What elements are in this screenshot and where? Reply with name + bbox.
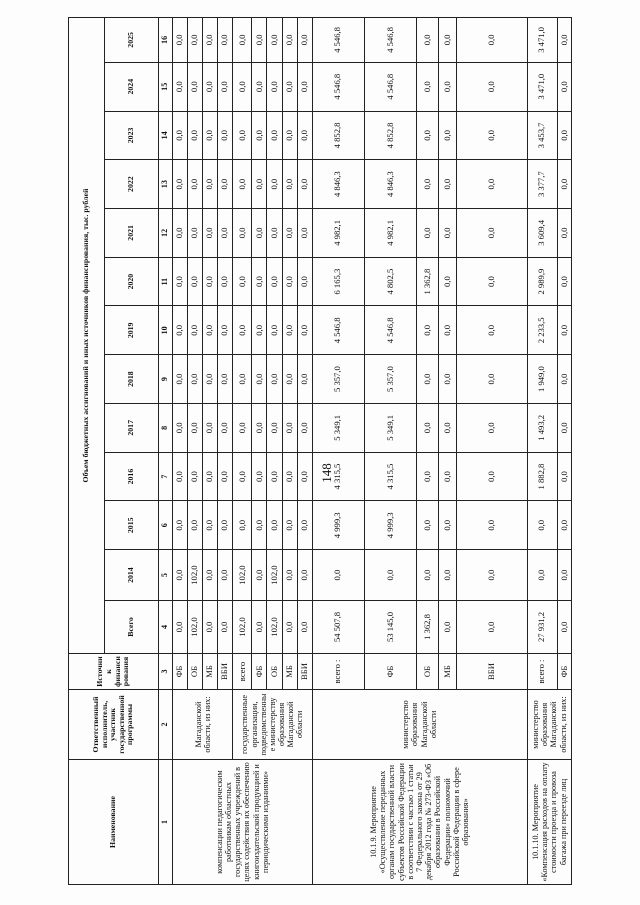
- header-total: Всего: [105, 601, 159, 654]
- header-year: 2014: [105, 550, 159, 601]
- value-cell: 4 852,8: [312, 111, 364, 160]
- value-cell: 0,0: [233, 306, 252, 355]
- value-cell: 102,0: [267, 601, 282, 654]
- value-cell: 102,0: [233, 550, 252, 601]
- value-cell: 4 546,8: [364, 18, 416, 63]
- value-cell: 0,0: [457, 601, 527, 654]
- value-cell: 0,0: [417, 111, 439, 160]
- value-cell: 0,0: [203, 306, 218, 355]
- value-cell: 0,0: [218, 306, 233, 355]
- value-cell: 0,0: [267, 111, 282, 160]
- value-cell: 0,0: [233, 111, 252, 160]
- value-cell: 0,0: [439, 501, 457, 550]
- source-cell: ВБИ: [218, 654, 233, 690]
- header-year: 2025: [105, 18, 159, 63]
- column-number: 11: [159, 257, 173, 306]
- value-cell: 0,0: [203, 501, 218, 550]
- value-cell: 0,0: [297, 160, 312, 209]
- value-cell: 0,0: [297, 501, 312, 550]
- value-cell: 0,0: [252, 550, 267, 601]
- value-cell: 0,0: [252, 18, 267, 63]
- source-cell: МБ: [203, 654, 218, 690]
- column-number: 12: [159, 209, 173, 258]
- value-cell: 0,0: [252, 257, 267, 306]
- value-cell: 0,0: [282, 452, 297, 501]
- value-cell: 102,0: [188, 601, 203, 654]
- value-cell: 0,0: [439, 160, 457, 209]
- value-cell: 4 546,8: [312, 18, 364, 63]
- item-name: 10.1.9. Мероприятие «Осуществление переданных органам государственной власти субъектов Российской Федерации в соответствии с частью 1 статьи 7 Федерального закона от 29 декабря 2012 года № 273-ФЗ «Об образовании в Российской Федерации» полномочий Российской Федерации в сфере образования»: [312, 759, 527, 884]
- value-cell: 2 989,9: [527, 257, 557, 306]
- value-cell: 0,0: [417, 452, 439, 501]
- value-cell: 0,0: [439, 257, 457, 306]
- value-cell: 0,0: [267, 62, 282, 111]
- value-cell: 0,0: [218, 452, 233, 501]
- value-cell: 0,0: [282, 403, 297, 452]
- value-cell: 0,0: [267, 160, 282, 209]
- value-cell: 0,0: [417, 501, 439, 550]
- value-cell: 1 362,8: [417, 601, 439, 654]
- value-cell: 0,0: [297, 209, 312, 258]
- value-cell: 0,0: [173, 403, 188, 452]
- value-cell: 0,0: [233, 209, 252, 258]
- header-year: 2017: [105, 403, 159, 452]
- value-cell: 0,0: [417, 550, 439, 601]
- source-cell: МБ: [282, 654, 297, 690]
- value-cell: 0,0: [252, 62, 267, 111]
- value-cell: 4 315,5: [312, 452, 364, 501]
- header-year: 2016: [105, 452, 159, 501]
- value-cell: 0,0: [457, 209, 527, 258]
- value-cell: 0,0: [203, 62, 218, 111]
- value-cell: 0,0: [188, 18, 203, 63]
- value-cell: 0,0: [297, 550, 312, 601]
- column-number: 3: [159, 654, 173, 690]
- value-cell: 5 357,0: [312, 355, 364, 404]
- value-cell: 0,0: [457, 355, 527, 404]
- value-cell: 0,0: [188, 257, 203, 306]
- column-number: 4: [159, 601, 173, 654]
- value-cell: 0,0: [527, 501, 557, 550]
- value-cell: 0,0: [557, 160, 571, 209]
- value-cell: 54 507,8: [312, 601, 364, 654]
- value-cell: 0,0: [282, 62, 297, 111]
- value-cell: 0,0: [282, 209, 297, 258]
- value-cell: 0,0: [252, 452, 267, 501]
- value-cell: 0,0: [218, 111, 233, 160]
- column-number: 14: [159, 111, 173, 160]
- value-cell: 0,0: [457, 452, 527, 501]
- value-cell: 0,0: [218, 403, 233, 452]
- value-cell: 0,0: [557, 62, 571, 111]
- source-cell: ФБ: [173, 654, 188, 690]
- value-cell: 0,0: [439, 601, 457, 654]
- executor-cell: министерство образования Магаданской области: [312, 690, 527, 760]
- source-cell: всего: [233, 654, 252, 690]
- table-body: [159, 18, 572, 885]
- value-cell: 0,0: [173, 111, 188, 160]
- source-cell: всего :: [527, 654, 557, 690]
- value-cell: 0,0: [203, 601, 218, 654]
- value-cell: 0,0: [173, 257, 188, 306]
- header-executor: Ответственный исполнитель, участник государственной программы: [69, 690, 159, 760]
- value-cell: 0,0: [297, 111, 312, 160]
- value-cell: 0,0: [557, 257, 571, 306]
- value-cell: 3 471,0: [527, 62, 557, 111]
- value-cell: 0,0: [252, 355, 267, 404]
- value-cell: 0,0: [267, 355, 282, 404]
- value-cell: 0,0: [282, 160, 297, 209]
- value-cell: 4 546,8: [364, 306, 416, 355]
- value-cell: 4 852,8: [364, 111, 416, 160]
- value-cell: 0,0: [457, 257, 527, 306]
- value-cell: 6 165,3: [312, 257, 364, 306]
- header-year: 2021: [105, 209, 159, 258]
- value-cell: 0,0: [417, 160, 439, 209]
- value-cell: 0,0: [439, 111, 457, 160]
- value-cell: 0,0: [173, 550, 188, 601]
- value-cell: 0,0: [252, 160, 267, 209]
- value-cell: 0,0: [417, 62, 439, 111]
- rotated-table-wrapper: [68, 17, 572, 885]
- value-cell: 0,0: [188, 111, 203, 160]
- value-cell: 0,0: [282, 257, 297, 306]
- value-cell: 0,0: [252, 306, 267, 355]
- source-cell: ФБ: [364, 654, 416, 690]
- value-cell: 0,0: [297, 601, 312, 654]
- value-cell: 0,0: [218, 550, 233, 601]
- value-cell: 0,0: [218, 601, 233, 654]
- value-cell: 0,0: [233, 257, 252, 306]
- value-cell: 0,0: [282, 501, 297, 550]
- value-cell: 0,0: [282, 601, 297, 654]
- value-cell: 0,0: [233, 501, 252, 550]
- value-cell: 0,0: [252, 209, 267, 258]
- value-cell: 0,0: [439, 306, 457, 355]
- value-cell: 0,0: [267, 452, 282, 501]
- value-cell: 0,0: [417, 306, 439, 355]
- value-cell: 4 546,8: [312, 306, 364, 355]
- value-cell: 3 609,4: [527, 209, 557, 258]
- value-cell: 0,0: [233, 355, 252, 404]
- value-cell: 0,0: [557, 18, 571, 63]
- value-cell: 0,0: [282, 355, 297, 404]
- header-year: 2019: [105, 306, 159, 355]
- value-cell: 0,0: [188, 501, 203, 550]
- value-cell: 0,0: [218, 62, 233, 111]
- column-number: 13: [159, 160, 173, 209]
- value-cell: 0,0: [417, 18, 439, 63]
- item-name: компенсации педагогическим работникам областных государственных учреждений в целях содействия их обеспечению книгоиздательской продукцией и периодическими изданиями»: [173, 759, 313, 884]
- value-cell: 0,0: [297, 18, 312, 63]
- value-cell: 53 145,0: [364, 601, 416, 654]
- source-cell: ОБ: [188, 654, 203, 690]
- header-year: 2023: [105, 111, 159, 160]
- value-cell: 102,0: [267, 550, 282, 601]
- item-name: 10.1.10. Мероприятие «Компенсация расходов на оплату стоимости проезда и провоза багажа при переезде лиц: [527, 759, 571, 884]
- value-cell: 0,0: [233, 160, 252, 209]
- value-cell: 5 349,1: [312, 403, 364, 452]
- value-cell: 0,0: [218, 257, 233, 306]
- value-cell: 5 349,1: [364, 403, 416, 452]
- value-cell: 4 846,3: [364, 160, 416, 209]
- value-cell: 0,0: [439, 355, 457, 404]
- column-number: 7: [159, 452, 173, 501]
- value-cell: 5 357,0: [364, 355, 416, 404]
- value-cell: 4 546,8: [364, 62, 416, 111]
- value-cell: 0,0: [188, 403, 203, 452]
- value-cell: 4 802,5: [364, 257, 416, 306]
- value-cell: 0,0: [203, 452, 218, 501]
- value-cell: 0,0: [557, 550, 571, 601]
- value-cell: 2 233,5: [527, 306, 557, 355]
- value-cell: 0,0: [557, 111, 571, 160]
- value-cell: 0,0: [364, 550, 416, 601]
- value-cell: 3 377,7: [527, 160, 557, 209]
- value-cell: 0,0: [173, 452, 188, 501]
- value-cell: 0,0: [557, 452, 571, 501]
- value-cell: 0,0: [173, 160, 188, 209]
- column-number: 15: [159, 62, 173, 111]
- value-cell: 0,0: [282, 18, 297, 63]
- value-cell: 0,0: [457, 111, 527, 160]
- source-cell: ФБ: [557, 654, 571, 690]
- value-cell: 3 453,7: [527, 111, 557, 160]
- source-cell: ВБИ: [457, 654, 527, 690]
- source-cell: всего :: [312, 654, 364, 690]
- header-volume-title: Объем бюджетных ассигнований и иных источников финансирования, тыс. рублей: [69, 18, 105, 654]
- executor-cell: Магаданской области, из них:: [173, 690, 233, 760]
- value-cell: 4 999,3: [312, 501, 364, 550]
- value-cell: 0,0: [297, 452, 312, 501]
- value-cell: 0,0: [439, 403, 457, 452]
- value-cell: 0,0: [267, 18, 282, 63]
- value-cell: 0,0: [252, 501, 267, 550]
- value-cell: 27 931,2: [527, 601, 557, 654]
- value-cell: 0,0: [439, 550, 457, 601]
- column-number: 2: [159, 690, 173, 760]
- value-cell: 0,0: [173, 601, 188, 654]
- header-year: 2020: [105, 257, 159, 306]
- column-number: 8: [159, 403, 173, 452]
- table-row: [527, 18, 557, 885]
- value-cell: 0,0: [218, 209, 233, 258]
- header-year: 2024: [105, 62, 159, 111]
- value-cell: 0,0: [203, 209, 218, 258]
- value-cell: 1 882,8: [527, 452, 557, 501]
- column-number: 1: [159, 759, 173, 884]
- value-cell: 0,0: [457, 550, 527, 601]
- value-cell: 0,0: [203, 355, 218, 404]
- value-cell: 0,0: [188, 209, 203, 258]
- value-cell: 0,0: [457, 62, 527, 111]
- value-cell: 0,0: [218, 160, 233, 209]
- table-row: [173, 18, 188, 885]
- value-cell: 0,0: [218, 18, 233, 63]
- value-cell: 0,0: [297, 355, 312, 404]
- header-year: 2018: [105, 355, 159, 404]
- value-cell: 0,0: [439, 62, 457, 111]
- source-cell: ФБ: [252, 654, 267, 690]
- value-cell: 0,0: [439, 18, 457, 63]
- value-cell: 4 982,1: [364, 209, 416, 258]
- source-cell: ОБ: [267, 654, 282, 690]
- value-cell: 0,0: [457, 501, 527, 550]
- value-cell: 0,0: [267, 257, 282, 306]
- value-cell: 0,0: [173, 306, 188, 355]
- value-cell: 0,0: [218, 355, 233, 404]
- value-cell: 0,0: [233, 18, 252, 63]
- value-cell: 0,0: [297, 62, 312, 111]
- value-cell: 4 982,1: [312, 209, 364, 258]
- value-cell: 0,0: [188, 160, 203, 209]
- value-cell: 1 493,2: [527, 403, 557, 452]
- value-cell: 0,0: [267, 501, 282, 550]
- value-cell: 0,0: [233, 403, 252, 452]
- value-cell: 0,0: [282, 306, 297, 355]
- source-cell: МБ: [439, 654, 457, 690]
- value-cell: 0,0: [267, 209, 282, 258]
- value-cell: 0,0: [457, 160, 527, 209]
- value-cell: 0,0: [297, 306, 312, 355]
- value-cell: 0,0: [252, 111, 267, 160]
- value-cell: 0,0: [203, 550, 218, 601]
- value-cell: 4 546,8: [312, 62, 364, 111]
- header-year: 2015: [105, 501, 159, 550]
- value-cell: 102,0: [233, 601, 252, 654]
- table-row: [312, 18, 364, 885]
- value-cell: 0,0: [282, 550, 297, 601]
- value-cell: 0,0: [417, 355, 439, 404]
- value-cell: 0,0: [439, 452, 457, 501]
- value-cell: 1 949,0: [527, 355, 557, 404]
- value-cell: 0,0: [267, 306, 282, 355]
- column-number: 16: [159, 18, 173, 63]
- value-cell: 0,0: [173, 18, 188, 63]
- value-cell: 3 471,0: [527, 18, 557, 63]
- value-cell: 0,0: [267, 403, 282, 452]
- header-name: Наименование: [69, 759, 159, 884]
- value-cell: 102,0: [188, 550, 203, 601]
- value-cell: 4 846,3: [312, 160, 364, 209]
- value-cell: 0,0: [203, 18, 218, 63]
- value-cell: 0,0: [312, 550, 364, 601]
- value-cell: 0,0: [527, 550, 557, 601]
- page-number: 148: [319, 463, 334, 483]
- header-year: 2022: [105, 160, 159, 209]
- value-cell: 4 999,3: [364, 501, 416, 550]
- source-cell: ОБ: [417, 654, 439, 690]
- value-cell: 0,0: [417, 403, 439, 452]
- value-cell: 0,0: [297, 257, 312, 306]
- value-cell: 1 362,8: [417, 257, 439, 306]
- value-cell: 0,0: [203, 160, 218, 209]
- value-cell: 0,0: [218, 501, 233, 550]
- value-cell: 0,0: [203, 111, 218, 160]
- value-cell: 0,0: [252, 601, 267, 654]
- value-cell: 0,0: [233, 62, 252, 111]
- value-cell: 0,0: [252, 403, 267, 452]
- value-cell: 0,0: [188, 62, 203, 111]
- value-cell: 0,0: [173, 62, 188, 111]
- value-cell: 0,0: [203, 403, 218, 452]
- value-cell: 0,0: [439, 209, 457, 258]
- value-cell: 0,0: [457, 306, 527, 355]
- value-cell: 0,0: [557, 601, 571, 654]
- value-cell: 0,0: [173, 501, 188, 550]
- value-cell: 0,0: [557, 501, 571, 550]
- executor-cell: государственные организации, подведомственные министерству образования Магаданской области: [233, 690, 312, 760]
- value-cell: 0,0: [297, 403, 312, 452]
- value-cell: 0,0: [417, 209, 439, 258]
- value-cell: 0,0: [188, 355, 203, 404]
- value-cell: 0,0: [282, 111, 297, 160]
- column-number: 9: [159, 355, 173, 404]
- column-number: 10: [159, 306, 173, 355]
- value-cell: 0,0: [457, 403, 527, 452]
- value-cell: 0,0: [457, 18, 527, 63]
- column-numbers-row: [159, 18, 173, 885]
- budget-table: [68, 17, 572, 885]
- value-cell: 4 315,5: [364, 452, 416, 501]
- value-cell: 0,0: [188, 452, 203, 501]
- value-cell: 0,0: [557, 403, 571, 452]
- value-cell: 0,0: [173, 209, 188, 258]
- value-cell: 0,0: [557, 209, 571, 258]
- executor-cell: министерство образования Магаданской области, из них:: [527, 690, 571, 760]
- value-cell: 0,0: [173, 355, 188, 404]
- value-cell: 0,0: [233, 452, 252, 501]
- value-cell: 0,0: [557, 355, 571, 404]
- column-number: 6: [159, 501, 173, 550]
- value-cell: 0,0: [188, 306, 203, 355]
- table-row: [233, 18, 252, 885]
- value-cell: 0,0: [557, 306, 571, 355]
- source-cell: ВБИ: [297, 654, 312, 690]
- value-cell: 0,0: [203, 257, 218, 306]
- header-source: Источник финансирования: [69, 654, 159, 690]
- column-number: 5: [159, 550, 173, 601]
